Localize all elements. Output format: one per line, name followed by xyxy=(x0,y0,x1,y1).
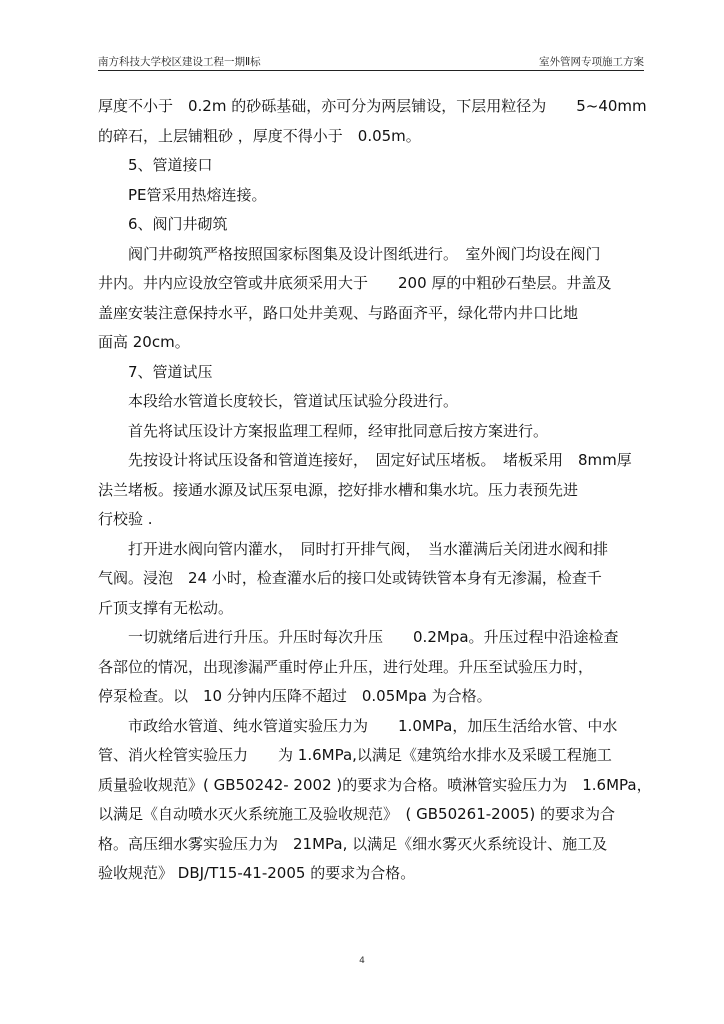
page-header xyxy=(98,50,644,71)
text-line: 打开进水阀向管内灌水， 同时打开排气阀， 当水灌满后关闭进水阀和排 xyxy=(128,539,609,558)
text-line: 气阀。浸泡 24 小时，检查灌水后的接口处或铸铁管本身有无渗漏，检查千 xyxy=(98,569,602,587)
text-line: 以满足《自动喷水灭火系统施工及验收规范》 ( GB50261-2005) 的要求为合 xyxy=(98,805,615,823)
header-project-title: 南方科技大学校区建设工程一期Ⅱ标 xyxy=(98,56,261,68)
text-line: PE管采用热熔连接。 xyxy=(128,185,267,204)
text-line: 面高 20cm。 xyxy=(98,333,190,351)
text-line: 斤顶支撑有无松动。 xyxy=(98,598,234,617)
page-footer xyxy=(0,956,724,966)
text-line: 格。高压细水雾实验压力为 21MPa, 以满足《细水雾灭火系统设计、施工及 xyxy=(98,834,608,853)
text-line: 质量验收规范》( GB50242- 2002 )的要求为合格。喷淋管实验压力为 1.6MPa， xyxy=(98,775,652,794)
text-line: 盖座安装注意保持水平，路口处井美观、与路面齐平，绿化带内井口比地 xyxy=(98,303,579,322)
text-line: 行校验 . xyxy=(98,510,153,528)
text-line: 7、管道试压 xyxy=(128,362,213,381)
body-text xyxy=(98,92,658,889)
text-line: 井内。井内应设放空管或井底须采用大于 200 厚的中粗砂石垫层。井盖及 xyxy=(98,274,612,292)
text-line: 6、阀门井砌筑 xyxy=(128,215,228,233)
text-line: 市政给水管道、纯水管道实验压力为 1.0MPa，加压生活给水管、中水 xyxy=(128,716,618,735)
text-line: 一切就绪后进行升压。升压时每次升压 0.2Mpa。升压过程中沿途检查 xyxy=(128,628,619,646)
text-line: 验收规范》 DBJ/T15-41-2005 的要求为合格。 xyxy=(98,864,416,882)
text-line: 首先将试压设计方案报监理工程师，经审批同意后按方案进行。 xyxy=(128,421,549,440)
text-line: 管、消火栓管实验压力 为 1.6MPa,以满足《建筑给水排水及采暖工程施工 xyxy=(98,746,612,764)
text-line: 本段给水管道长度较长，管道试压试验分段进行。 xyxy=(128,392,459,410)
text-line: 厚度不小于 0.2m 的砂砾基础，亦可分为两层铺设，下层用粒径为 5~40mm xyxy=(98,97,647,115)
header-document-title: 室外管网专项施工方案 xyxy=(539,56,644,68)
text-line: 停泵检查。以 10 分钟内压降不超过 0.05Mpa 为合格。 xyxy=(98,687,492,705)
text-line: 各部位的情况，出现渗漏严重时停止升压，进行处理。升压至试验压力时， xyxy=(98,657,594,676)
text-line: 法兰堵板。接通水源及试压泵电源，挖好排水槽和集水坑。压力表预先进 xyxy=(98,480,579,499)
text-line: 阀门井砌筑严格按照国家标图集及设计图纸进行。 室外阀门均设在阀门 xyxy=(128,244,601,263)
text-line: 的碎石，上层铺粗砂 ，厚度不得小于 0.05m。 xyxy=(98,126,421,145)
page-number: 4 xyxy=(359,956,365,966)
text-line: 5、管道接口 xyxy=(128,156,213,174)
text-line: 先按设计将试压设备和管道连接好， 固定好试压堵板。 堵板采用 8mm厚 xyxy=(128,451,632,469)
